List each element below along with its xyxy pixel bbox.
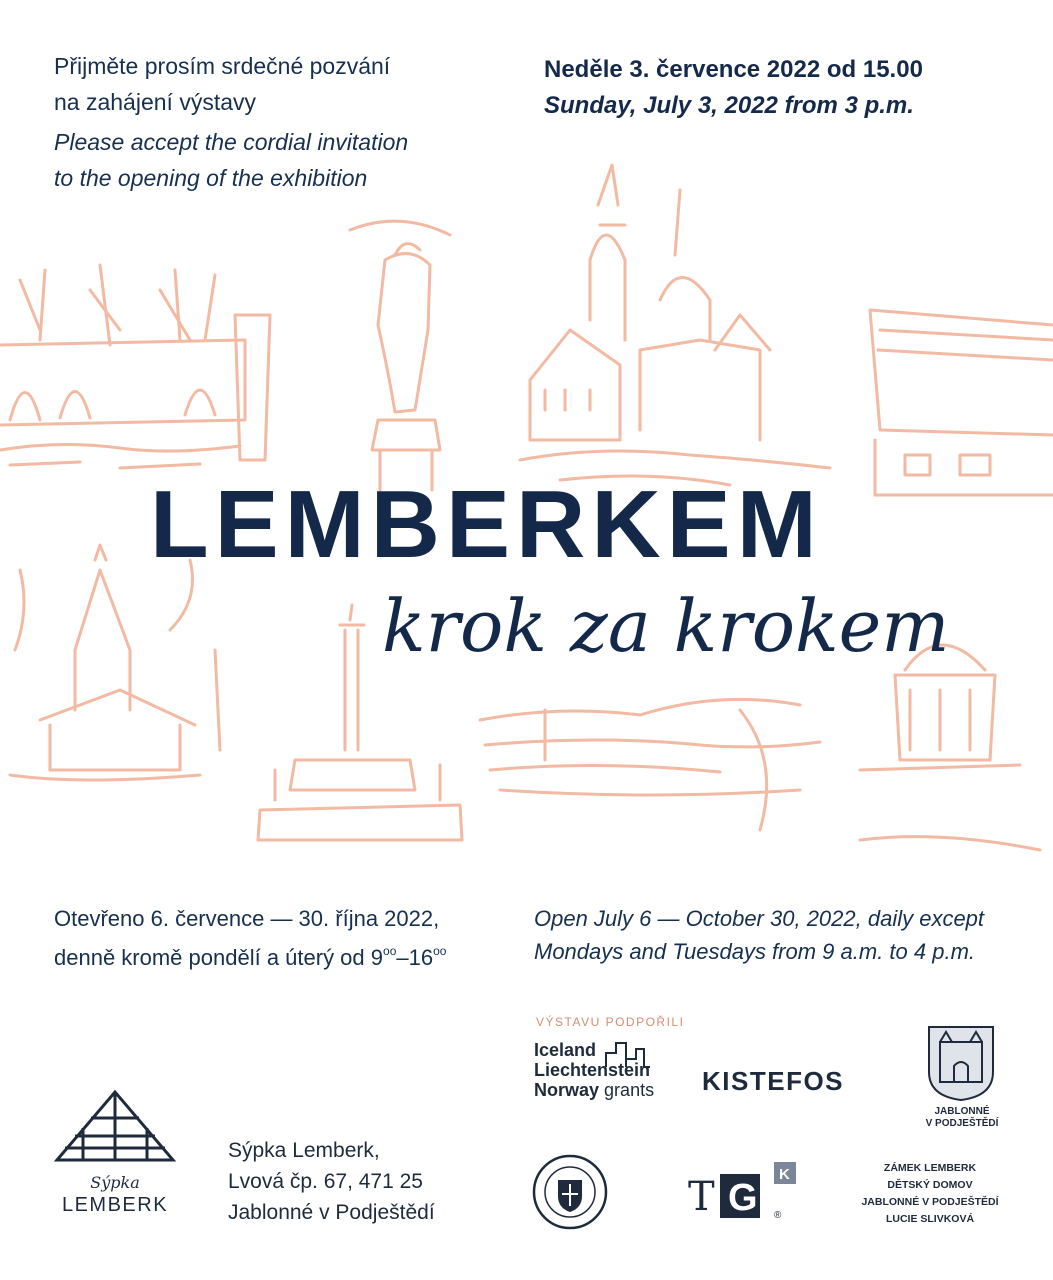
date-cz: Neděle 3. července 2022 od 15.00	[544, 56, 923, 83]
exhibition-subtitle: krok za krokem	[382, 584, 950, 668]
chapel-sketch	[10, 545, 220, 780]
landscape-sketch	[480, 699, 820, 830]
intro-cz-line2: na zahájení výstavy	[54, 89, 257, 115]
town-coat-of-arms-icon	[926, 1024, 996, 1102]
sponsor-list	[840, 1160, 1020, 1228]
organizer-address: Sýpka Lemberk, Lvová čp. 67, 471 25 Jablonné v Podještědí	[228, 1139, 435, 1224]
town-logo-label: JABLONNÉ V PODJEŠTĚDÍ	[925, 1106, 999, 1129]
opening-date	[544, 52, 923, 124]
svg-text:T: T	[688, 1174, 715, 1220]
ruins-sketch	[0, 265, 270, 468]
exhibition-title: LEMBERKEM	[150, 471, 823, 578]
eea-grants-icon	[604, 1041, 652, 1069]
hours-en-line2: Mondays and Tuesdays from 9 a.m. to 4 p.m.	[534, 939, 976, 964]
hours-cz-line1: Otevřeno 6. července — 30. října 2022,	[54, 906, 440, 931]
hours-cz-line2: denně kromě pondělí a úterý od $9^{oo}-16^{oo}$	[54, 944, 447, 970]
dominican-seal-icon	[530, 1152, 610, 1232]
sponsor-item: DĚTSKÝ DOMOV	[887, 1179, 973, 1191]
granary-roof-icon	[53, 1088, 177, 1168]
statue-sketch	[350, 221, 450, 490]
tg-logo-icon	[688, 1160, 798, 1232]
intro-cz-line1: Přijměte prosím srdečné pozvání	[54, 53, 391, 79]
svg-text:G: G	[728, 1177, 758, 1219]
sponsor-item: LUCIE SLIVKOVÁ	[885, 1213, 975, 1225]
kistefos-logo: KISTEFOS	[702, 1066, 845, 1096]
sponsor-item: ZÁMEK LEMBERK	[883, 1162, 977, 1174]
opening-hours-en	[534, 902, 984, 968]
sponsor-item: JABLONNÉ V PODJEŠTĚDÍ	[861, 1196, 999, 1208]
building-sketch	[870, 310, 1053, 495]
opening-hours-cz	[54, 902, 446, 974]
svg-text:®: ®	[774, 1210, 782, 1221]
date-en: Sunday, July 3, 2022 from 3 p.m.	[544, 92, 914, 119]
castle-sketch	[520, 165, 830, 485]
intro-en-line2: to the opening of the exhibition	[54, 165, 368, 191]
svg-text:K: K	[779, 1166, 790, 1183]
gazebo-sketch	[860, 645, 1040, 850]
tg-logo	[688, 1160, 798, 1237]
supporters-heading: VÝSTAVU PODPOŘILI	[536, 1015, 685, 1029]
hours-en-line1: Open July 6 — October 30, 2022, daily except	[534, 906, 985, 931]
intro-en-line1: Please accept the cordial invitation	[54, 129, 409, 155]
eea-grants-logo: Iceland Liechtenstein Norway grants	[534, 1040, 655, 1100]
sypka-lemberk-logo: Sýpka LEMBERK	[50, 1088, 180, 1217]
